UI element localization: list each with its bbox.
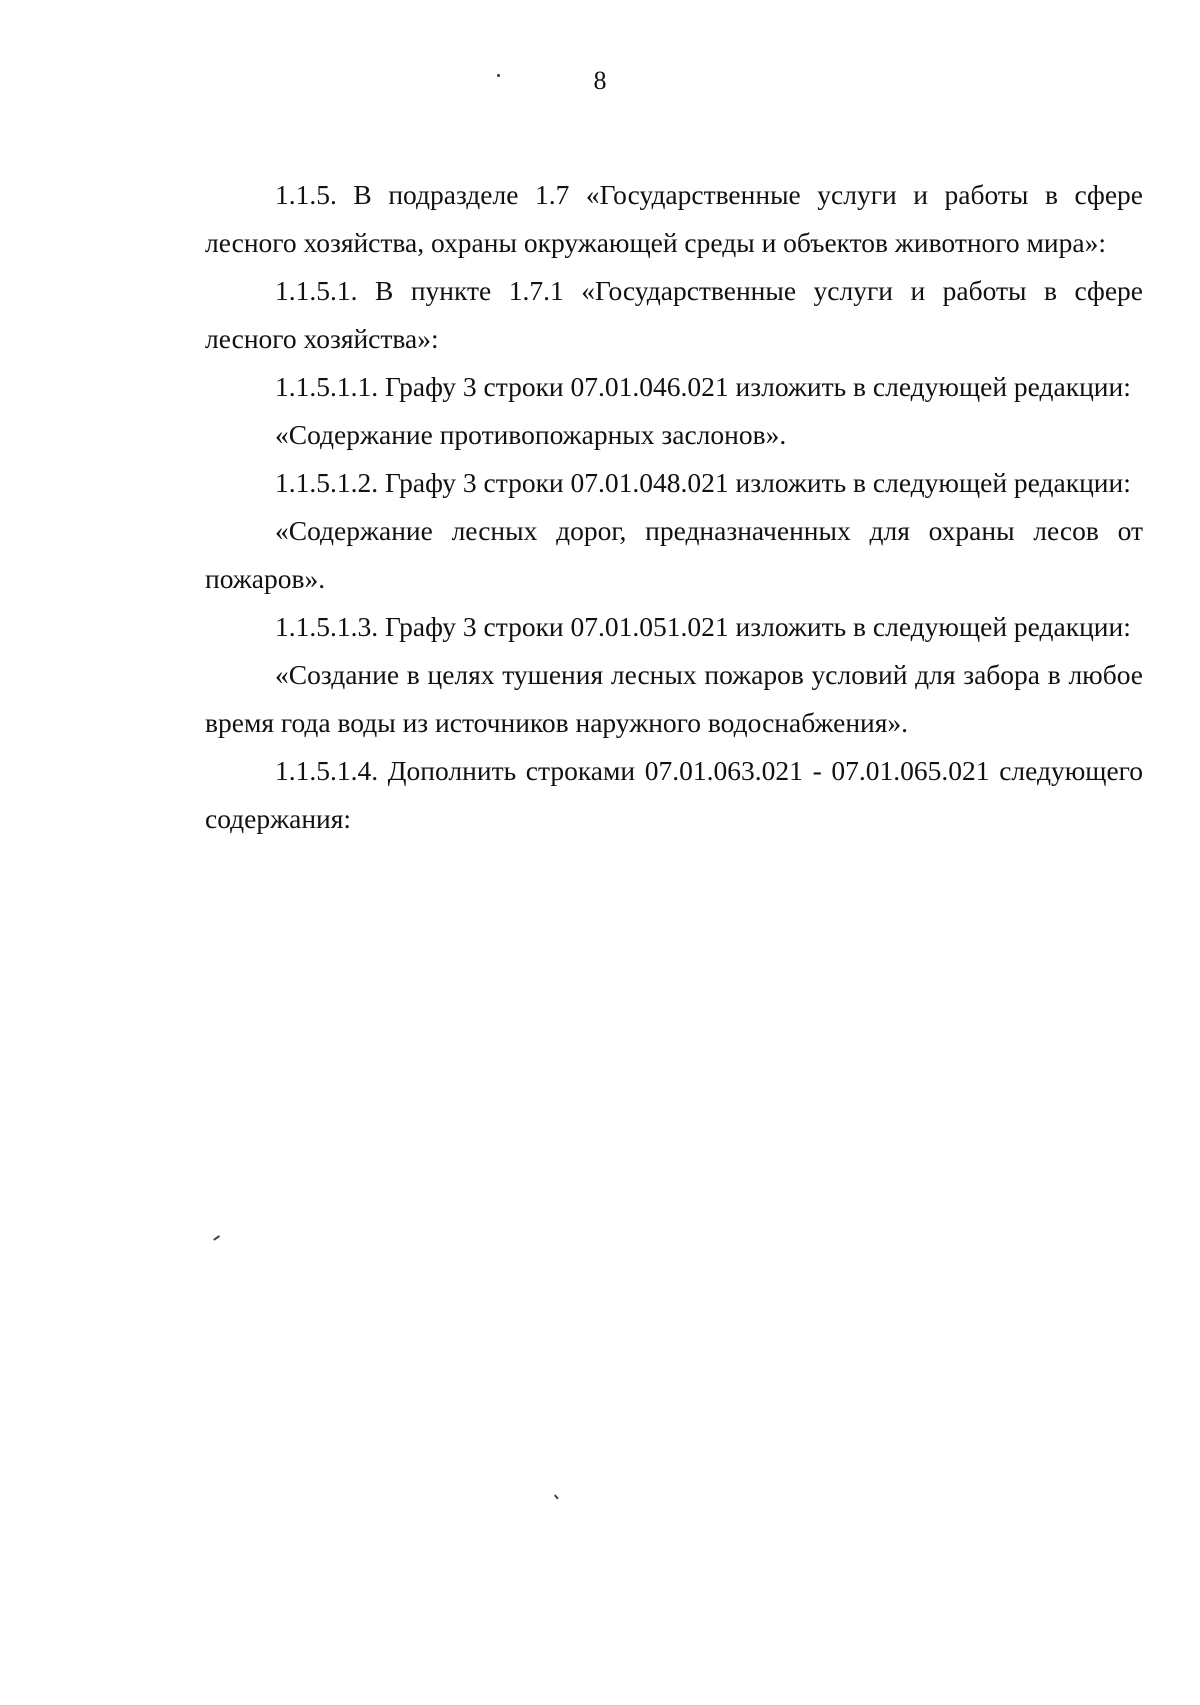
paragraph-1-1-5-1-4: 1.1.5.1.4. Дополнить строками 07.01.063.021 - 07.01.065.021 следующего содержания:: [205, 755, 1143, 834]
scan-mark: [213, 1235, 220, 1240]
quote-fire-barriers: «Содержание противопожарных заслонов».: [275, 419, 787, 450]
paragraph-1-1-5-1: 1.1.5.1. В пункте 1.7.1 «Государственные услуги и работы в сфере лесного хозяйства»:: [205, 275, 1143, 354]
scan-speck: [497, 74, 500, 77]
quote-water-supply: «Создание в целях тушения лесных пожаров условий для забора в любое время года воды из источников наружного водоснабжения».: [205, 659, 1143, 738]
paragraph-1-1-5-1-2: 1.1.5.1.2. Графу 3 строки 07.01.048.021 изложить в следующей редакции:: [275, 467, 1131, 498]
paragraph-1-1-5-1-3: 1.1.5.1.3. Графу 3 строки 07.01.051.021 изложить в следующей редакции:: [275, 611, 1131, 642]
paragraph-1-1-5: 1.1.5. В подразделе 1.7 «Государственные услуги и работы в сфере лесного хозяйства, охраны окружающей среды и объектов животного мира»:: [205, 179, 1143, 258]
quote-forest-roads: «Содержание лесных дорог, предназначенных для охраны лесов от пожаров».: [205, 515, 1143, 594]
paragraph-1-1-5-1-1: 1.1.5.1.1. Графу 3 строки 07.01.046.021 изложить в следующей редакции:: [275, 371, 1131, 402]
document-body: [205, 171, 1143, 843]
page-number: 8: [593, 66, 607, 95]
scan-mark: [554, 1494, 558, 1499]
